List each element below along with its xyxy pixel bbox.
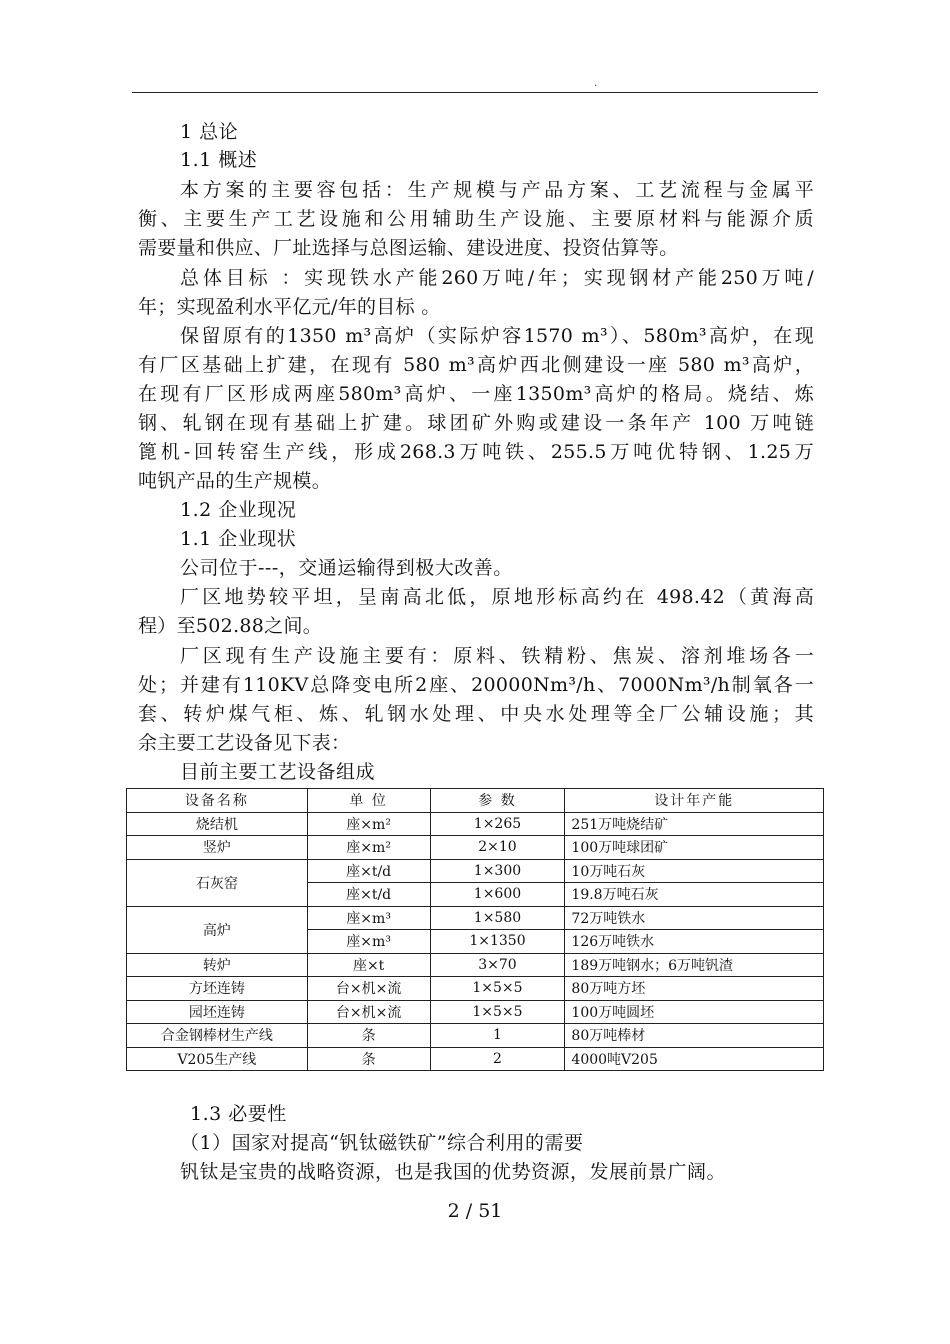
cell-capacity: 19.8万吨石灰 — [565, 883, 824, 907]
cell-capacity: 189万吨钢水；6万吨钒渣 — [565, 953, 824, 977]
cell-param: 1×265 — [430, 812, 565, 836]
cell-capacity: 4000吨V205 — [565, 1047, 824, 1071]
cell-unit: 台×机×流 — [307, 1000, 430, 1024]
text-line: 套、转炉煤气柜、炼、轧钢水处理、中央水处理等全厂公辅设施；其 — [138, 703, 814, 725]
cell-unit: 座×m² — [307, 812, 430, 836]
cell-unit: 条 — [307, 1047, 430, 1071]
cell-unit: 座×t/d — [307, 859, 430, 883]
section-title-1-2: 1.2 企业现况 — [180, 499, 297, 521]
cell-param: 1×580 — [430, 906, 565, 930]
cell-capacity: 100万吨球团矿 — [565, 836, 824, 860]
cell-unit: 座×m³ — [307, 906, 430, 930]
paragraph-scope — [138, 178, 814, 260]
header-rule — [132, 92, 818, 93]
cell-capacity: 80万吨棒材 — [565, 1024, 824, 1048]
subsection-need: （1）国家对提高“钒钛磁铁矿”综合利用的需要 — [180, 1132, 584, 1154]
section-title-1-1: 1.1 概述 — [180, 149, 258, 171]
cell-capacity: 100万吨圆坯 — [565, 1000, 824, 1024]
column-header: 设备名称 — [127, 789, 308, 813]
table-row — [127, 1000, 824, 1024]
table-row — [127, 1024, 824, 1048]
cell-param: 3×70 — [430, 953, 565, 977]
cell-name: 烧结机 — [127, 812, 308, 836]
cell-unit: 条 — [307, 1024, 430, 1048]
cell-unit: 台×机×流 — [307, 977, 430, 1001]
cell-param: 2×10 — [430, 836, 565, 860]
text-line: 本方案的主要容包括：生产规模与产品方案、工艺流程与金属平 — [180, 179, 814, 201]
table-header-row — [127, 789, 824, 813]
header-mark: . — [594, 78, 598, 89]
text-line: 吨钒产品的生产规模。 — [138, 470, 332, 492]
text-line: 程）至502.88之间。 — [138, 615, 323, 637]
text-line: 厂区地势较平坦，呈南高北低，原地形标高约在 498.42（黄海高 — [180, 586, 814, 608]
table-row — [127, 836, 824, 860]
cell-param: 1×600 — [430, 883, 565, 907]
text-line: 总体目标 ：实现铁水产能260万吨/年；实现钢材产能250万吨/ — [180, 267, 814, 289]
cell-name: 转炉 — [127, 953, 308, 977]
paragraph-plan — [138, 324, 814, 493]
section-title-1-1b: 1.1 企业现状 — [180, 528, 297, 550]
column-header: 设计年产能 — [565, 789, 824, 813]
table-row — [127, 1047, 824, 1071]
cell-name: 石灰窑 — [127, 859, 308, 906]
cell-name: V205生产线 — [127, 1047, 308, 1071]
cell-name: 方坯连铸 — [127, 977, 308, 1001]
text-line: 保留原有的1350 m³高炉（实际炉容1570 m³）、580m³高炉，在现 — [180, 325, 814, 347]
text-line: 有厂区基础上扩建，在现有 580 m³高炉西北侧建设一座 580 m³高炉， — [138, 354, 814, 376]
text-line: 需要量和供应、厂址选择与总图运输、建设进度、投资估算等。 — [138, 237, 679, 259]
cell-param: 2 — [430, 1047, 565, 1071]
cell-param: 1×1350 — [430, 930, 565, 954]
section-title-1: 1 总论 — [180, 121, 239, 143]
text-line: 处；并建有110KV总降变电所2座、20000Nm³/h、7000Nm³/h制氧各一 — [138, 674, 814, 696]
paragraph-vanadium: 钒钛是宝贵的战略资源，也是我国的优势资源，发展前景广阔。 — [180, 1161, 727, 1183]
cell-unit: 座×m³ — [307, 930, 430, 954]
paragraph-facilities — [138, 644, 814, 755]
cell-name: 高炉 — [127, 906, 308, 953]
cell-capacity: 10万吨石灰 — [565, 859, 824, 883]
section-title-1-3: 1.3 必要性 — [190, 1103, 287, 1125]
text-line: 年；实现盈利水平亿元/年的目标 。 — [138, 296, 441, 318]
column-header: 参 数 — [430, 789, 565, 813]
column-header: 单 位 — [307, 789, 430, 813]
text-line: 在现有厂区形成两座580m³高炉、一座1350m³高炉的格局。烧结、炼 — [138, 383, 814, 405]
text-line: 余主要工艺设备见下表： — [138, 732, 351, 754]
paragraph-goal — [138, 266, 814, 319]
cell-unit: 座×m² — [307, 836, 430, 860]
cell-name: 竖炉 — [127, 836, 308, 860]
text-line: 钢、轧钢在现有基础上扩建。球团矿外购或建设一条年产 100 万吨链 — [138, 412, 814, 434]
table-row — [127, 953, 824, 977]
table-row — [127, 812, 824, 836]
cell-capacity: 251万吨烧结矿 — [565, 812, 824, 836]
table-row — [127, 977, 824, 1001]
cell-capacity: 80万吨方坯 — [565, 977, 824, 1001]
equipment-table — [126, 788, 824, 1071]
cell-param: 1×5×5 — [430, 977, 565, 1001]
cell-capacity: 126万吨铁水 — [565, 930, 824, 954]
cell-param: 1×300 — [430, 859, 565, 883]
cell-param: 1 — [430, 1024, 565, 1048]
cell-capacity: 72万吨铁水 — [565, 906, 824, 930]
text-line: 厂区现有生产设施主要有：原料、铁精粉、焦炭、溶剂堆场各一 — [180, 645, 814, 667]
paragraph-terrain — [138, 585, 814, 638]
text-line: 篦机-回转窑生产线，形成268.3万吨铁、255.5万吨优特钢、1.25万 — [138, 441, 814, 463]
cell-unit: 座×t/d — [307, 883, 430, 907]
table-caption: 目前主要工艺设备组成 — [180, 761, 376, 783]
table-row — [127, 906, 824, 930]
table-row — [127, 859, 824, 883]
paragraph-location: 公司位于---，交通运输得到极大改善。 — [180, 557, 513, 579]
cell-param: 1×5×5 — [430, 1000, 565, 1024]
cell-name: 园坯连铸 — [127, 1000, 308, 1024]
cell-name: 合金钢棒材生产线 — [127, 1024, 308, 1048]
page-number: 2 / 51 — [447, 1200, 503, 1222]
text-line: 衡、主要生产工艺设施和公用辅助生产设施、主要原材料与能源介质 — [138, 208, 814, 230]
cell-unit: 座×t — [307, 953, 430, 977]
